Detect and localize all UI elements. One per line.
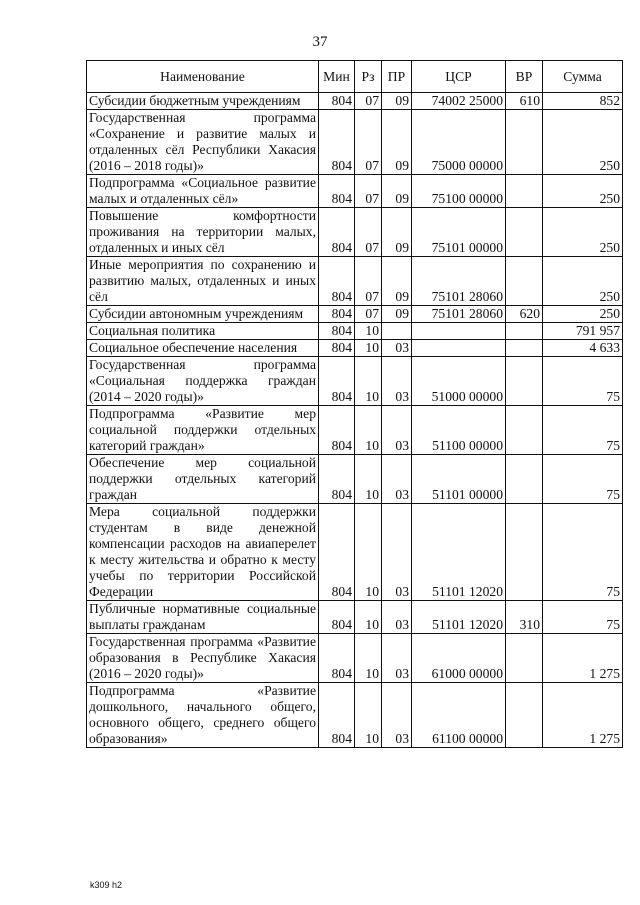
cell-rz: 07 [355,110,382,175]
cell-sum: 75 [543,357,623,406]
table-row [87,306,623,323]
cell-pr: 09 [382,257,412,306]
cell-vr [506,175,543,208]
cell-min: 804 [319,504,355,601]
cell-csr: 75101 00000 [412,208,506,257]
cell-vr [506,110,543,175]
cell-csr: 75100 00000 [412,175,506,208]
cell-min: 804 [319,323,355,340]
cell-rz: 10 [355,357,382,406]
cell-sum: 250 [543,175,623,208]
cell-csr: 51101 12020 [412,601,506,634]
header-pr: ПР [382,61,412,93]
cell-pr: 03 [382,455,412,504]
cell-min: 804 [319,208,355,257]
cell-sum: 250 [543,306,623,323]
table-body [87,93,623,748]
cell-rz: 07 [355,175,382,208]
cell-name: Субсидии бюджетным учреждениям [87,93,319,110]
cell-pr: 09 [382,208,412,257]
cell-csr: 51101 12020 [412,504,506,601]
cell-name: Публичные нормативные социальные выплаты гражданам [87,601,319,634]
cell-pr [382,323,412,340]
cell-min: 804 [319,406,355,455]
cell-vr [506,340,543,357]
cell-sum: 1 275 [543,634,623,683]
cell-sum: 75 [543,455,623,504]
cell-csr: 75000 00000 [412,110,506,175]
table-row [87,175,623,208]
cell-min: 804 [319,634,355,683]
cell-vr [506,683,543,748]
cell-vr: 610 [506,93,543,110]
cell-min: 804 [319,257,355,306]
cell-min: 804 [319,601,355,634]
cell-sum: 250 [543,257,623,306]
cell-vr [506,406,543,455]
table-header-row [87,61,623,93]
table-row [87,504,623,601]
cell-pr: 03 [382,504,412,601]
cell-rz: 10 [355,406,382,455]
cell-min: 804 [319,357,355,406]
cell-rz: 10 [355,634,382,683]
cell-sum: 250 [543,110,623,175]
cell-vr [506,455,543,504]
table-row [87,634,623,683]
cell-sum: 75 [543,601,623,634]
page-number: 37 [312,34,328,50]
cell-sum: 250 [543,208,623,257]
cell-csr: 74002 25000 [412,93,506,110]
cell-vr [506,323,543,340]
cell-vr [506,208,543,257]
header-csr: ЦСР [412,61,506,93]
cell-csr: 75101 28060 [412,306,506,323]
cell-csr: 61000 00000 [412,634,506,683]
table-row [87,357,623,406]
cell-csr: 51000 00000 [412,357,506,406]
cell-sum: 1 275 [543,683,623,748]
footer-code: k309 h2 [90,880,123,890]
cell-name: Иные мероприятия по сохранению и развитию малых, отдаленных и иных сёл [87,257,319,306]
cell-csr [412,340,506,357]
cell-pr: 03 [382,634,412,683]
cell-sum: 75 [543,504,623,601]
cell-rz: 10 [355,323,382,340]
cell-sum: 4 633 [543,340,623,357]
cell-vr [506,257,543,306]
cell-name: Социальное обеспечение населения [87,340,319,357]
table-row [87,406,623,455]
cell-rz: 07 [355,208,382,257]
header-vr: ВР [506,61,543,93]
table-row [87,601,623,634]
table-row [87,110,623,175]
cell-name: Подпрограмма «Развитие дошкольного, начального общего, основного общего, среднего общего образования» [87,683,319,748]
cell-min: 804 [319,455,355,504]
table-row [87,340,623,357]
cell-rz: 10 [355,683,382,748]
cell-pr: 03 [382,406,412,455]
cell-rz: 07 [355,306,382,323]
header-rz: Рз [355,61,382,93]
cell-rz: 10 [355,601,382,634]
cell-pr: 09 [382,93,412,110]
cell-pr: 03 [382,683,412,748]
cell-name: Социальная политика [87,323,319,340]
cell-rz: 10 [355,504,382,601]
table-row [87,208,623,257]
cell-vr: 310 [506,601,543,634]
budget-table [86,60,623,748]
cell-name: Государственная программа «Социальная поддержка граждан (2014 – 2020 годы)» [87,357,319,406]
cell-min: 804 [319,110,355,175]
cell-csr: 61100 00000 [412,683,506,748]
cell-pr: 03 [382,601,412,634]
cell-pr: 09 [382,175,412,208]
cell-rz: 10 [355,340,382,357]
cell-min: 804 [319,340,355,357]
cell-csr: 51101 00000 [412,455,506,504]
cell-name: Подпрограмма «Социальное развитие малых и отдаленных сёл» [87,175,319,208]
cell-name: Подпрограмма «Развитие мер социальной поддержки отдельных категорий граждан» [87,406,319,455]
cell-rz: 07 [355,257,382,306]
cell-pr: 03 [382,357,412,406]
cell-rz: 10 [355,455,382,504]
cell-name: Государственная программа «Сохранение и развитие малых и отдаленных сёл Республики Хакасия (2016 – 2018 годы)» [87,110,319,175]
header-name: Наименование [87,61,319,93]
cell-vr [506,634,543,683]
cell-name: Повышение комфортности проживания на территории малых, отдаленных и иных сёл [87,208,319,257]
cell-csr: 51100 00000 [412,406,506,455]
cell-sum: 791 957 [543,323,623,340]
header-sum: Сумма [543,61,623,93]
cell-min: 804 [319,175,355,208]
cell-name: Государственная программа «Развитие образования в Республике Хакасия (2016 – 2020 годы)» [87,634,319,683]
table-row [87,257,623,306]
cell-pr: 03 [382,340,412,357]
cell-min: 804 [319,93,355,110]
cell-name: Мера социальной поддержки студентам в виде денежной компенсации расходов на авиаперелет к месту жительства и обратно к месту учебы по территории Российской Федерации [87,504,319,601]
cell-sum: 852 [543,93,623,110]
cell-vr [506,504,543,601]
cell-csr [412,323,506,340]
cell-name: Обеспечение мер социальной поддержки отдельных категорий граждан [87,455,319,504]
table-row [87,683,623,748]
header-min: Мин [319,61,355,93]
table-row [87,93,623,110]
cell-csr: 75101 28060 [412,257,506,306]
cell-min: 804 [319,306,355,323]
cell-rz: 07 [355,93,382,110]
cell-min: 804 [319,683,355,748]
cell-pr: 09 [382,110,412,175]
cell-name: Субсидии автономным учреждениям [87,306,319,323]
cell-pr: 09 [382,306,412,323]
cell-vr: 620 [506,306,543,323]
cell-sum: 75 [543,406,623,455]
table-row [87,455,623,504]
cell-vr [506,357,543,406]
table-row [87,323,623,340]
